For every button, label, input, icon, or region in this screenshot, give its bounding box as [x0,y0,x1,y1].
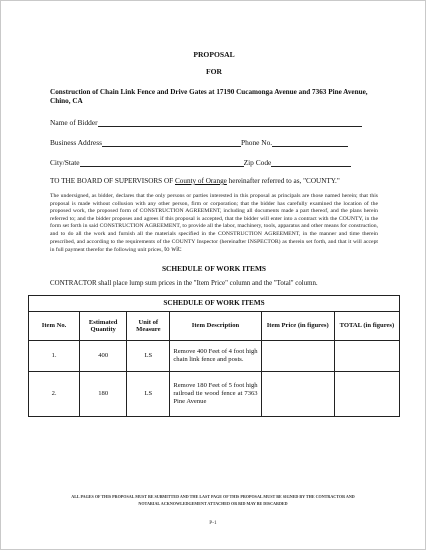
schedule-heading: SCHEDULE OF WORK ITEMS [161,263,267,273]
row1-qty: 400 [80,340,127,371]
table-row [29,371,400,416]
header-quantity: Estimated Quantity [80,311,127,340]
declaration-text: The undersigned, as bidder, declares that the only persons or parties interested in this proposal as principals are those named herein; that this proposal is made without collusion with any other person, firm or corporation; that the bidder has carefully examined the location of the proposed work, the proposed form of CONSTRUCTION AGREEMENT, including all documents made a part thereof, and the plans herein referred to; and the bidder proposes and agrees if this proposal is accepted, that the bidder will enter into a contract with the COUNTY, in the form set forth in said CONSTRUCTION AGREEMENT, to provide all the labor, machinery, tools, apparatus and other means for construction, and to do all the work and furnish all the materials specified in the CONSTRUCTION AGREEMENT, in the manner and time therein prescribed, and according to the requirements of the COUNTY Inspector (hereinafter INSPECTOR) as therein set forth, and that it will accept in full payment therefor the following unit prices, [50,193,378,254]
proposal-title: PROPOSAL [193,50,235,59]
phone-input-line[interactable] [272,139,348,147]
board-address [50,177,378,186]
footer-notice: ALL PAGES OF THIS PROPOSAL MUST BE SUBMITTED AND THE LAST PAGE OF THIS PROPOSAL MUST BE SIGNED BY THE CONTRACTOR AND NOTARIAL ACKNOWLEDGEMENT ATTACHED OR BID MAY BE DISCARDED [71,494,355,506]
row2-item: 2. [29,371,80,416]
contractor-note: CONTRACTOR shall place lump sum prices in the "Item Price" column and the "Total" column. [50,279,318,287]
bidder-field [50,118,378,127]
work-items-table [28,295,400,417]
project-title: Construction of Chain Link Fence and Drive Gates at 17190 Cucamonga Avenue and 7363 Pine Avenue, Chino, CA [50,88,368,105]
header-total: TOTAL (in figures) [334,311,399,340]
city-zip-field [50,158,378,167]
row2-unit: LS [127,371,170,416]
page-number: P-1 [209,520,217,526]
bidder-input-line[interactable] [98,119,362,127]
row2-qty: 180 [80,371,127,416]
address-label: Business Address [50,138,102,147]
county-name: County of Orange [174,177,227,185]
row1-desc: Remove 400 Feet of 4 foot high chain link fence and posts. [170,340,261,371]
row1-item: 1. [29,340,80,371]
row1-unit: LS [127,340,170,371]
board-suffix: hereinafter referred to as, "COUNTY." [226,177,340,185]
bidder-label: Name of Bidder [50,118,98,127]
declaration-paragraph [50,193,378,255]
address-phone-field [50,138,378,147]
zip-input-line[interactable] [271,159,351,167]
header-item-no: Item No. [29,311,80,340]
zip-label: Zip Code [243,158,272,167]
address-input-line[interactable] [102,139,241,147]
table-row [29,340,400,371]
document-page [41,50,395,417]
table-title: SCHEDULE OF WORK ITEMS [29,295,400,311]
phone-label: Phone No. [240,138,273,147]
city-input-line[interactable] [80,159,244,167]
for-heading: FOR [205,67,223,76]
header-item-price: Item Price (in figures) [261,311,334,340]
table-header-row [29,311,400,340]
row1-total-cell[interactable] [334,340,399,371]
row2-price-cell[interactable] [261,371,334,416]
header-unit: Unit of Measure [127,311,170,340]
row1-price-cell[interactable] [261,340,334,371]
city-label: City/State [50,158,80,167]
row2-desc: Remove 180 Feet of 5 foot high railroad tie wood fence at 7363 Pine Avenue [170,371,261,416]
row2-total-cell[interactable] [334,371,399,416]
declaration-tail: to wit: [164,246,182,254]
board-prefix: TO THE BOARD OF SUPERVISORS OF [50,177,175,185]
header-description: Item Description [170,311,261,340]
